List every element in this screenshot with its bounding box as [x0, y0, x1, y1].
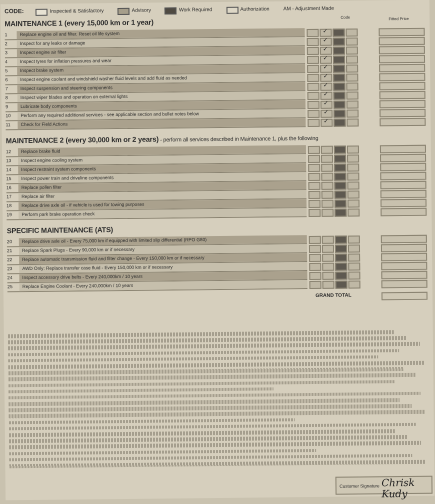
code-checkbox[interactable]	[334, 173, 346, 181]
fitted-price-cell[interactable]	[379, 37, 425, 45]
code-checkbox[interactable]	[333, 38, 345, 46]
row-number: 12	[6, 148, 16, 156]
code-checkbox[interactable]	[320, 65, 332, 73]
row-description: Inspect engine cooling system	[18, 154, 306, 165]
row-number: 17	[6, 193, 16, 201]
code-checkbox[interactable]	[320, 29, 332, 37]
signature-label: Customer Signature	[339, 483, 379, 488]
code-checkbox[interactable]	[321, 191, 333, 199]
fitted-price-cell[interactable]	[379, 73, 425, 81]
row-number: 22	[7, 256, 17, 264]
row-description: Lubricate body components	[17, 100, 305, 111]
footnote-line	[8, 387, 273, 393]
fitted-price-cell[interactable]	[380, 109, 426, 117]
code-cells	[308, 155, 359, 164]
code-checkbox[interactable]	[308, 146, 320, 154]
code-checkbox[interactable]	[320, 56, 332, 64]
row-description: Check for Field Actions	[18, 118, 306, 129]
row-description: Replace drive axle oil - Every 75,000 km if equipped with limited slip differential (RPO G80)	[19, 235, 307, 246]
code-cells	[309, 245, 360, 254]
fitted-price-cell[interactable]	[381, 271, 427, 279]
code-checkbox[interactable]	[334, 155, 346, 163]
code-checkbox[interactable]	[321, 200, 333, 208]
code-checkbox[interactable]	[334, 110, 346, 118]
code-checkbox[interactable]	[321, 155, 333, 163]
code-checkbox[interactable]	[321, 110, 333, 118]
code-checkbox[interactable]	[334, 200, 346, 208]
code-checkbox[interactable]	[346, 92, 358, 100]
code-checkbox[interactable]	[307, 56, 319, 64]
code-checkbox[interactable]	[333, 83, 345, 91]
signature-script: Chrisk Kudy	[381, 478, 431, 501]
code-checkbox[interactable]	[322, 245, 334, 253]
legend-code-label: CODE:	[4, 9, 23, 15]
code-checkbox[interactable]	[322, 263, 334, 271]
row-number: 15	[6, 175, 16, 183]
code-checkbox[interactable]	[308, 173, 320, 181]
code-cells	[307, 74, 358, 83]
code-cells	[308, 110, 359, 119]
fitted-price-cell[interactable]	[380, 199, 426, 207]
table-row	[7, 208, 307, 220]
code-checkbox[interactable]	[333, 74, 345, 82]
row-number: 11	[6, 121, 16, 129]
fitted-price-cell[interactable]	[379, 82, 425, 90]
row-description: Inspect engine air filter	[17, 46, 305, 57]
fitted-price-cell[interactable]	[379, 28, 425, 36]
code-checkbox[interactable]	[346, 47, 358, 55]
row-number: 23	[7, 265, 17, 273]
code-checkbox[interactable]	[347, 146, 359, 154]
code-checkbox[interactable]	[309, 263, 321, 271]
row-description: Inspect engine coolant and windshield washer fluid levels and add fluid as needed	[17, 73, 305, 84]
code-checkbox[interactable]	[308, 191, 320, 199]
row-description: Replace air filter	[18, 190, 306, 201]
code-checkbox[interactable]	[348, 245, 360, 253]
fitted-price-cell[interactable]	[381, 280, 427, 288]
code-checkbox[interactable]	[320, 38, 332, 46]
code-cells	[307, 47, 358, 56]
code-checkbox[interactable]	[322, 281, 334, 289]
code-checkbox[interactable]	[333, 101, 345, 109]
row-number: 8	[5, 94, 15, 102]
code-checkbox[interactable]	[346, 38, 358, 46]
code-checkbox[interactable]	[320, 92, 332, 100]
fitted-price-cell[interactable]	[379, 55, 425, 63]
fitted-price-cell[interactable]	[380, 154, 426, 162]
fitted-price-cell[interactable]	[380, 172, 426, 180]
code-checkbox[interactable]	[322, 236, 334, 244]
code-checkbox[interactable]	[334, 191, 346, 199]
fitted-price-cell[interactable]	[380, 181, 426, 189]
fitted-price-cell[interactable]	[380, 190, 426, 198]
code-checkbox[interactable]	[335, 281, 347, 289]
fitted-price-cell[interactable]	[381, 244, 427, 252]
code-checkbox[interactable]	[335, 254, 347, 262]
row-number: 10	[6, 112, 16, 120]
code-checkbox[interactable]	[333, 65, 345, 73]
row-number: 20	[7, 238, 17, 246]
code-checkbox[interactable]	[334, 164, 346, 172]
section-title-text: SPECIFIC MAINTENANCE (ATS)	[7, 225, 113, 235]
code-checkbox[interactable]	[335, 272, 347, 280]
fitted-price-cell[interactable]	[379, 64, 425, 72]
code-cells	[307, 83, 358, 92]
row-description: Inspect wiper blades and operation on external lights	[17, 91, 305, 102]
code-checkbox[interactable]	[333, 29, 345, 37]
code-checkbox[interactable]	[333, 56, 345, 64]
code-checkbox[interactable]	[321, 146, 333, 154]
code-checkbox[interactable]	[346, 56, 358, 64]
code-checkbox[interactable]	[346, 101, 358, 109]
code-header: Code	[341, 15, 351, 20]
fitted-price-header: Fitted Price	[389, 16, 409, 21]
row-description: Inspect for any leaks or damage	[17, 37, 305, 48]
footnote-line	[9, 441, 421, 449]
code-checkbox[interactable]	[347, 110, 359, 118]
code-cells	[309, 272, 360, 281]
code-checkbox[interactable]	[308, 119, 320, 127]
row-description: Replace engine oil and filter. Reset oil life system	[17, 28, 305, 39]
code-checkbox[interactable]	[347, 155, 359, 163]
code-checkbox[interactable]	[320, 101, 332, 109]
code-checkbox[interactable]	[321, 119, 333, 127]
code-cells	[308, 146, 359, 155]
row-number: 5	[5, 67, 15, 75]
row-number: 4	[5, 58, 15, 66]
code-cells	[307, 29, 358, 38]
section-title-text: MAINTENANCE 2 (every 30,000 km or 2 years)	[6, 135, 159, 146]
code-cells	[307, 38, 358, 47]
code-checkbox[interactable]	[334, 119, 346, 127]
code-checkbox[interactable]	[348, 263, 360, 271]
fitted-price-cell[interactable]	[381, 208, 427, 216]
code-cells	[307, 101, 358, 110]
code-checkbox[interactable]	[322, 209, 334, 217]
code-checkbox[interactable]	[348, 272, 360, 280]
row-description: Perform park brake operation check	[19, 208, 307, 219]
code-checkbox[interactable]	[321, 173, 333, 181]
code-checkbox[interactable]	[307, 92, 319, 100]
row-number: 14	[6, 166, 16, 174]
code-cells	[308, 164, 359, 173]
row-number: 21	[7, 247, 17, 255]
row-number: 3	[5, 49, 15, 57]
code-cells	[308, 182, 359, 191]
code-cells	[309, 281, 360, 290]
legend-adjustment: AM - Adjustment Made	[283, 6, 334, 13]
code-checkbox[interactable]	[321, 164, 333, 172]
code-checkbox[interactable]	[322, 254, 334, 262]
row-description: Replace drive axle oil - if vehicle is used for towing purposes	[18, 199, 306, 210]
code-checkbox[interactable]	[308, 155, 320, 163]
code-checkbox[interactable]	[335, 236, 347, 244]
row-description: Inspect suspension and steering components	[17, 82, 305, 93]
code-checkbox[interactable]	[347, 191, 359, 199]
code-cells	[309, 209, 360, 218]
code-checkbox[interactable]	[308, 110, 320, 118]
legend-work-required: Work Required	[179, 7, 212, 13]
code-cells	[308, 191, 359, 200]
code-checkbox[interactable]	[335, 263, 347, 271]
code-checkbox[interactable]	[308, 182, 320, 190]
footnote-line	[9, 418, 295, 425]
code-checkbox[interactable]	[309, 245, 321, 253]
row-number: 16	[6, 184, 16, 192]
code-checkbox[interactable]	[309, 272, 321, 280]
fitted-price-cell[interactable]	[379, 46, 425, 54]
footnote-line	[9, 460, 425, 468]
section-title	[5, 18, 154, 29]
code-checkbox[interactable]	[347, 173, 359, 181]
row-description: Replace Spark Plugs - Every 90,000 km or if necessary	[19, 244, 307, 255]
row-description: Inspect restraint system components	[18, 163, 306, 174]
code-checkbox[interactable]	[347, 119, 359, 127]
row-number: 25	[7, 283, 17, 291]
code-checkbox[interactable]	[320, 74, 332, 82]
code-checkbox[interactable]	[348, 254, 360, 262]
row-number: 2	[5, 40, 15, 48]
grand-total-box[interactable]	[381, 292, 427, 300]
row-number: 19	[7, 211, 17, 219]
fitted-price-cell[interactable]	[380, 163, 426, 171]
row-number: 18	[6, 202, 16, 210]
row-number: 24	[7, 274, 17, 282]
code-cells	[308, 200, 359, 209]
code-checkbox[interactable]	[333, 47, 345, 55]
code-cells	[309, 236, 360, 245]
row-number: 7	[5, 85, 15, 93]
code-checkbox[interactable]	[346, 65, 358, 73]
footnote-line	[9, 410, 425, 418]
legend-advisory: Advisory	[132, 8, 151, 14]
code-checkbox[interactable]	[348, 236, 360, 244]
section-title	[7, 225, 113, 235]
code-cells	[307, 65, 358, 74]
code-checkbox[interactable]	[308, 164, 320, 172]
table-row	[6, 118, 306, 130]
code-checkbox[interactable]	[307, 65, 319, 73]
code-checkbox[interactable]	[320, 47, 332, 55]
row-description: Inspect tyres for inflation pressures and wear	[17, 55, 305, 66]
code-checkbox[interactable]	[308, 200, 320, 208]
code-checkbox[interactable]	[307, 101, 319, 109]
legend-inspected: Inspected & Satisfactory	[50, 8, 104, 15]
row-description: Replace automatic transmission fluid and filter change - Every 150,000 km or if necessary	[19, 253, 307, 264]
code-checkbox[interactable]	[321, 182, 333, 190]
legend-authorization: Authorization	[240, 6, 269, 12]
row-description: AWD Only: Replace transfer case fluid - Every 150,000 km or if necessary	[19, 262, 307, 273]
code-checkbox[interactable]	[333, 92, 345, 100]
code-cells	[308, 119, 359, 128]
section-subtitle: - perform all services described in Maintenance 1, plus the following	[159, 136, 319, 144]
code-checkbox[interactable]	[347, 182, 359, 190]
row-description: Inspect brake system	[17, 64, 305, 75]
code-cells	[308, 173, 359, 182]
fitted-price-cell[interactable]	[380, 145, 426, 153]
code-legend	[4, 3, 424, 17]
footnotes-block	[8, 330, 429, 471]
code-checkbox[interactable]	[322, 272, 334, 280]
row-number: 1	[5, 31, 15, 39]
fitted-price-cell[interactable]	[379, 91, 425, 99]
row-description: Perform any required additional services - see applicable section and bullet notes below	[18, 109, 306, 120]
code-checkbox[interactable]	[320, 83, 332, 91]
row-number: 13	[6, 157, 16, 165]
row-number: 9	[5, 103, 15, 111]
code-checkbox[interactable]	[335, 245, 347, 253]
footnote-line	[8, 380, 394, 388]
fitted-price-cell[interactable]	[380, 118, 426, 126]
code-checkbox[interactable]	[307, 47, 319, 55]
fitted-price-cell[interactable]	[381, 235, 427, 243]
code-checkbox[interactable]	[307, 74, 319, 82]
code-checkbox[interactable]	[348, 281, 360, 289]
fitted-price-cell[interactable]	[379, 100, 425, 108]
table-row	[7, 280, 307, 292]
code-checkbox[interactable]	[347, 200, 359, 208]
code-checkbox[interactable]	[347, 164, 359, 172]
signature-box[interactable]	[335, 476, 432, 495]
row-description: Inspect accessory drive belts - Every 240,000km / 10 years	[19, 271, 307, 282]
code-checkbox[interactable]	[309, 209, 321, 217]
code-checkbox[interactable]	[346, 29, 358, 37]
row-number: 6	[5, 76, 15, 84]
code-checkbox[interactable]	[309, 254, 321, 262]
code-checkbox[interactable]	[307, 83, 319, 91]
row-description: Replace brake fluid	[18, 145, 306, 156]
code-checkbox[interactable]	[346, 83, 358, 91]
code-checkbox[interactable]	[335, 209, 347, 217]
code-cells	[307, 56, 358, 65]
row-description: Inspect power train and driveline components	[18, 172, 306, 183]
code-checkbox[interactable]	[346, 74, 358, 82]
code-checkbox[interactable]	[307, 38, 319, 46]
fitted-price-cell[interactable]	[381, 262, 427, 270]
code-checkbox[interactable]	[309, 236, 321, 244]
code-checkbox[interactable]	[309, 281, 321, 289]
row-description: Replace Engine Coolant - Every 240,000km / 10 years	[19, 280, 307, 291]
section-title-text: MAINTENANCE 1 (every 15,000 km or 1 year)	[5, 18, 154, 29]
code-checkbox[interactable]	[334, 182, 346, 190]
grand-total-label: GRAND TOTAL	[315, 293, 351, 299]
code-checkbox[interactable]	[307, 29, 319, 37]
section-title	[6, 133, 318, 145]
code-cells	[309, 263, 360, 272]
code-checkbox[interactable]	[348, 209, 360, 217]
row-description: Replace pollen filter	[18, 181, 306, 192]
code-checkbox[interactable]	[334, 146, 346, 154]
fitted-price-cell[interactable]	[381, 253, 427, 261]
code-cells	[307, 92, 358, 101]
code-cells	[309, 254, 360, 263]
